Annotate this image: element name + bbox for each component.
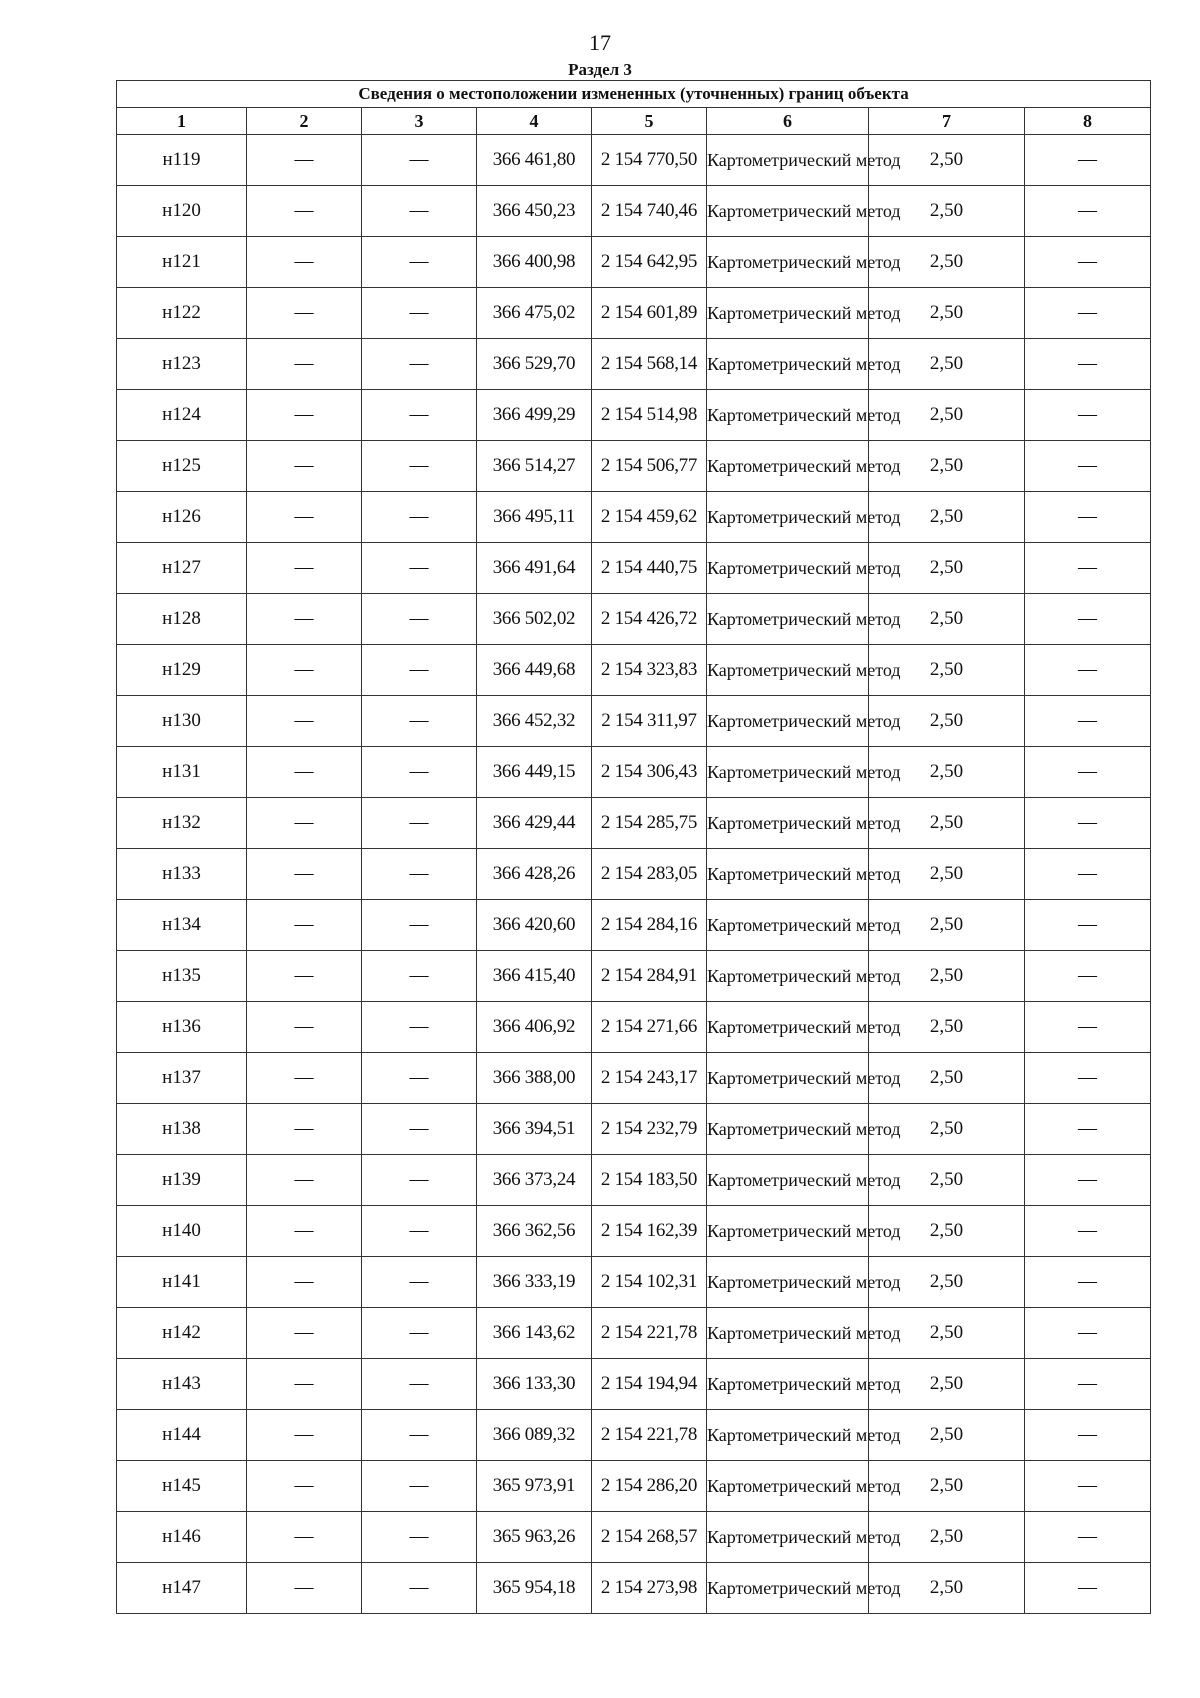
cell-accuracy: 2,50 xyxy=(869,1002,1025,1053)
cell-col-2: — xyxy=(247,339,362,390)
cell-col-2: — xyxy=(247,594,362,645)
cell-accuracy: 2,50 xyxy=(869,288,1025,339)
cell-col-8: — xyxy=(1025,1461,1151,1512)
cell-method: Картометрический метод xyxy=(707,900,869,951)
cell-col-3: — xyxy=(362,1359,477,1410)
boundary-coordinates-table xyxy=(116,80,1151,1614)
cell-coord-y: 2 154 268,57 xyxy=(592,1512,707,1563)
section-title: Раздел 3 xyxy=(568,60,632,79)
cell-coord-x: 366 461,80 xyxy=(477,135,592,186)
cell-col-2: — xyxy=(247,492,362,543)
table-row xyxy=(117,1410,1151,1461)
cell-col-2: — xyxy=(247,645,362,696)
cell-coord-x: 365 954,18 xyxy=(477,1563,592,1614)
cell-col-3: — xyxy=(362,747,477,798)
cell-method: Картометрический метод xyxy=(707,1104,869,1155)
cell-method: Картометрический метод xyxy=(707,798,869,849)
table-row xyxy=(117,1053,1151,1104)
cell-col-3: — xyxy=(362,1308,477,1359)
cell-col-8: — xyxy=(1025,696,1151,747)
column-header-1: 1 xyxy=(117,108,247,135)
cell-coord-y: 2 154 232,79 xyxy=(592,1104,707,1155)
cell-col-3: — xyxy=(362,1104,477,1155)
table-row xyxy=(117,798,1151,849)
table-row xyxy=(117,1461,1151,1512)
cell-point-id: н144 xyxy=(117,1410,247,1461)
cell-method: Картометрический метод xyxy=(707,339,869,390)
cell-col-8: — xyxy=(1025,1512,1151,1563)
cell-col-2: — xyxy=(247,1512,362,1563)
cell-col-8: — xyxy=(1025,492,1151,543)
cell-col-8: — xyxy=(1025,849,1151,900)
cell-coord-y: 2 154 306,43 xyxy=(592,747,707,798)
cell-point-id: н136 xyxy=(117,1002,247,1053)
cell-accuracy: 2,50 xyxy=(869,1206,1025,1257)
cell-method: Картометрический метод xyxy=(707,390,869,441)
cell-col-8: — xyxy=(1025,339,1151,390)
cell-col-3: — xyxy=(362,390,477,441)
cell-col-3: — xyxy=(362,1563,477,1614)
cell-method: Картометрический метод xyxy=(707,1002,869,1053)
cell-point-id: н121 xyxy=(117,237,247,288)
cell-col-3: — xyxy=(362,186,477,237)
table-row xyxy=(117,696,1151,747)
cell-method: Картометрический метод xyxy=(707,1308,869,1359)
cell-col-8: — xyxy=(1025,1308,1151,1359)
cell-coord-y: 2 154 459,62 xyxy=(592,492,707,543)
cell-col-8: — xyxy=(1025,1257,1151,1308)
cell-col-8: — xyxy=(1025,1359,1151,1410)
table-row xyxy=(117,1206,1151,1257)
cell-point-id: н120 xyxy=(117,186,247,237)
cell-method: Картометрический метод xyxy=(707,492,869,543)
cell-col-2: — xyxy=(247,186,362,237)
cell-accuracy: 2,50 xyxy=(869,645,1025,696)
cell-method: Картометрический метод xyxy=(707,849,869,900)
cell-col-8: — xyxy=(1025,798,1151,849)
cell-point-id: н128 xyxy=(117,594,247,645)
cell-coord-x: 366 449,68 xyxy=(477,645,592,696)
cell-col-3: — xyxy=(362,1461,477,1512)
table-row xyxy=(117,543,1151,594)
cell-coord-y: 2 154 642,95 xyxy=(592,237,707,288)
cell-coord-y: 2 154 102,31 xyxy=(592,1257,707,1308)
table-row xyxy=(117,492,1151,543)
cell-point-id: н147 xyxy=(117,1563,247,1614)
cell-col-3: — xyxy=(362,339,477,390)
table-row xyxy=(117,1104,1151,1155)
cell-point-id: н126 xyxy=(117,492,247,543)
table-row xyxy=(117,747,1151,798)
cell-col-2: — xyxy=(247,1155,362,1206)
cell-coord-x: 366 400,98 xyxy=(477,237,592,288)
table-row xyxy=(117,594,1151,645)
cell-coord-x: 365 963,26 xyxy=(477,1512,592,1563)
cell-col-2: — xyxy=(247,1308,362,1359)
cell-point-id: н124 xyxy=(117,390,247,441)
cell-method: Картометрический метод xyxy=(707,1461,869,1512)
cell-coord-y: 2 154 221,78 xyxy=(592,1308,707,1359)
cell-col-3: — xyxy=(362,288,477,339)
cell-point-id: н130 xyxy=(117,696,247,747)
cell-coord-y: 2 154 601,89 xyxy=(592,288,707,339)
cell-col-3: — xyxy=(362,1053,477,1104)
cell-point-id: н142 xyxy=(117,1308,247,1359)
cell-method: Картометрический метод xyxy=(707,1155,869,1206)
cell-point-id: н135 xyxy=(117,951,247,1002)
cell-coord-x: 366 499,29 xyxy=(477,390,592,441)
cell-col-2: — xyxy=(247,441,362,492)
column-header-2: 2 xyxy=(247,108,362,135)
cell-coord-x: 366 502,02 xyxy=(477,594,592,645)
cell-coord-y: 2 154 568,14 xyxy=(592,339,707,390)
cell-point-id: н133 xyxy=(117,849,247,900)
cell-method: Картометрический метод xyxy=(707,1563,869,1614)
cell-point-id: н145 xyxy=(117,1461,247,1512)
cell-coord-x: 366 415,40 xyxy=(477,951,592,1002)
cell-col-2: — xyxy=(247,1563,362,1614)
cell-accuracy: 2,50 xyxy=(869,798,1025,849)
cell-accuracy: 2,50 xyxy=(869,1512,1025,1563)
cell-coord-y: 2 154 740,46 xyxy=(592,186,707,237)
cell-coord-y: 2 154 311,97 xyxy=(592,696,707,747)
cell-accuracy: 2,50 xyxy=(869,951,1025,1002)
cell-col-8: — xyxy=(1025,747,1151,798)
cell-col-8: — xyxy=(1025,594,1151,645)
cell-col-2: — xyxy=(247,1461,362,1512)
cell-col-2: — xyxy=(247,288,362,339)
cell-col-8: — xyxy=(1025,1053,1151,1104)
cell-coord-x: 366 529,70 xyxy=(477,339,592,390)
cell-col-3: — xyxy=(362,1410,477,1461)
cell-coord-y: 2 154 183,50 xyxy=(592,1155,707,1206)
cell-coord-x: 365 973,91 xyxy=(477,1461,592,1512)
cell-col-8: — xyxy=(1025,1002,1151,1053)
cell-coord-x: 366 388,00 xyxy=(477,1053,592,1104)
cell-coord-y: 2 154 514,98 xyxy=(592,390,707,441)
cell-col-3: — xyxy=(362,696,477,747)
cell-col-3: — xyxy=(362,1512,477,1563)
table-row xyxy=(117,1359,1151,1410)
cell-point-id: н119 xyxy=(117,135,247,186)
cell-accuracy: 2,50 xyxy=(869,849,1025,900)
cell-accuracy: 2,50 xyxy=(869,1257,1025,1308)
cell-accuracy: 2,50 xyxy=(869,543,1025,594)
cell-col-3: — xyxy=(362,1155,477,1206)
cell-coord-x: 366 449,15 xyxy=(477,747,592,798)
cell-coord-y: 2 154 770,50 xyxy=(592,135,707,186)
cell-accuracy: 2,50 xyxy=(869,186,1025,237)
cell-coord-y: 2 154 284,16 xyxy=(592,900,707,951)
cell-col-2: — xyxy=(247,543,362,594)
table-row xyxy=(117,900,1151,951)
cell-col-3: — xyxy=(362,645,477,696)
cell-col-2: — xyxy=(247,696,362,747)
cell-coord-x: 366 143,62 xyxy=(477,1308,592,1359)
cell-coord-y: 2 154 286,20 xyxy=(592,1461,707,1512)
cell-col-8: — xyxy=(1025,543,1151,594)
cell-coord-x: 366 333,19 xyxy=(477,1257,592,1308)
cell-method: Картометрический метод xyxy=(707,1359,869,1410)
cell-point-id: н143 xyxy=(117,1359,247,1410)
page-number: 17 xyxy=(589,30,611,55)
cell-col-3: — xyxy=(362,798,477,849)
table-row xyxy=(117,186,1151,237)
cell-coord-x: 366 362,56 xyxy=(477,1206,592,1257)
table-row xyxy=(117,339,1151,390)
table-row xyxy=(117,390,1151,441)
cell-point-id: н137 xyxy=(117,1053,247,1104)
cell-method: Картометрический метод xyxy=(707,1053,869,1104)
cell-col-8: — xyxy=(1025,1104,1151,1155)
cell-col-8: — xyxy=(1025,1410,1151,1461)
table-row xyxy=(117,1563,1151,1614)
column-header-3: 3 xyxy=(362,108,477,135)
cell-col-3: — xyxy=(362,951,477,1002)
cell-col-8: — xyxy=(1025,1155,1151,1206)
cell-coord-y: 2 154 271,66 xyxy=(592,1002,707,1053)
cell-point-id: н125 xyxy=(117,441,247,492)
cell-col-8: — xyxy=(1025,390,1151,441)
cell-col-8: — xyxy=(1025,288,1151,339)
cell-col-2: — xyxy=(247,390,362,441)
cell-point-id: н139 xyxy=(117,1155,247,1206)
table-row xyxy=(117,1257,1151,1308)
column-header-4: 4 xyxy=(477,108,592,135)
cell-coord-x: 366 452,32 xyxy=(477,696,592,747)
table-row xyxy=(117,1002,1151,1053)
cell-method: Картометрический метод xyxy=(707,645,869,696)
cell-col-3: — xyxy=(362,1206,477,1257)
cell-coord-x: 366 475,02 xyxy=(477,288,592,339)
table-row xyxy=(117,135,1151,186)
cell-col-8: — xyxy=(1025,951,1151,1002)
cell-point-id: н134 xyxy=(117,900,247,951)
cell-col-2: — xyxy=(247,1257,362,1308)
table-caption: Сведения о местоположении измененных (уточненных) границ объекта xyxy=(117,81,1151,108)
table-row xyxy=(117,237,1151,288)
cell-method: Картометрический метод xyxy=(707,1257,869,1308)
cell-accuracy: 2,50 xyxy=(869,135,1025,186)
cell-accuracy: 2,50 xyxy=(869,594,1025,645)
cell-col-2: — xyxy=(247,237,362,288)
cell-coord-x: 366 495,11 xyxy=(477,492,592,543)
cell-col-8: — xyxy=(1025,237,1151,288)
cell-accuracy: 2,50 xyxy=(869,1410,1025,1461)
cell-coord-y: 2 154 506,77 xyxy=(592,441,707,492)
cell-accuracy: 2,50 xyxy=(869,390,1025,441)
cell-coord-y: 2 154 440,75 xyxy=(592,543,707,594)
cell-col-3: — xyxy=(362,594,477,645)
cell-col-3: — xyxy=(362,1257,477,1308)
cell-accuracy: 2,50 xyxy=(869,1563,1025,1614)
cell-col-8: — xyxy=(1025,1206,1151,1257)
cell-coord-y: 2 154 221,78 xyxy=(592,1410,707,1461)
cell-coord-x: 366 429,44 xyxy=(477,798,592,849)
cell-accuracy: 2,50 xyxy=(869,747,1025,798)
cell-method: Картометрический метод xyxy=(707,696,869,747)
cell-accuracy: 2,50 xyxy=(869,1359,1025,1410)
column-number-row xyxy=(117,108,1151,135)
cell-coord-x: 366 420,60 xyxy=(477,900,592,951)
cell-method: Картометрический метод xyxy=(707,288,869,339)
cell-accuracy: 2,50 xyxy=(869,1053,1025,1104)
cell-accuracy: 2,50 xyxy=(869,696,1025,747)
cell-coord-x: 366 450,23 xyxy=(477,186,592,237)
cell-col-2: — xyxy=(247,1206,362,1257)
cell-accuracy: 2,50 xyxy=(869,1104,1025,1155)
cell-method: Картометрический метод xyxy=(707,186,869,237)
cell-accuracy: 2,50 xyxy=(869,900,1025,951)
table-row xyxy=(117,951,1151,1002)
cell-accuracy: 2,50 xyxy=(869,1461,1025,1512)
cell-col-2: — xyxy=(247,135,362,186)
cell-col-2: — xyxy=(247,798,362,849)
cell-method: Картометрический метод xyxy=(707,441,869,492)
cell-coord-x: 366 133,30 xyxy=(477,1359,592,1410)
table-row xyxy=(117,1308,1151,1359)
cell-col-3: — xyxy=(362,492,477,543)
cell-col-2: — xyxy=(247,1002,362,1053)
cell-coord-y: 2 154 243,17 xyxy=(592,1053,707,1104)
cell-method: Картометрический метод xyxy=(707,951,869,1002)
cell-col-8: — xyxy=(1025,186,1151,237)
cell-point-id: н146 xyxy=(117,1512,247,1563)
table-row xyxy=(117,288,1151,339)
table-caption-row xyxy=(117,81,1151,108)
cell-accuracy: 2,50 xyxy=(869,441,1025,492)
cell-point-id: н131 xyxy=(117,747,247,798)
table-row xyxy=(117,1512,1151,1563)
cell-coord-x: 366 428,26 xyxy=(477,849,592,900)
cell-point-id: н132 xyxy=(117,798,247,849)
column-header-7: 7 xyxy=(869,108,1025,135)
cell-coord-y: 2 154 284,91 xyxy=(592,951,707,1002)
cell-method: Картометрический метод xyxy=(707,543,869,594)
cell-col-2: — xyxy=(247,1359,362,1410)
cell-coord-x: 366 406,92 xyxy=(477,1002,592,1053)
cell-accuracy: 2,50 xyxy=(869,1155,1025,1206)
cell-method: Картометрический метод xyxy=(707,135,869,186)
cell-coord-y: 2 154 285,75 xyxy=(592,798,707,849)
cell-method: Картометрический метод xyxy=(707,1512,869,1563)
cell-coord-y: 2 154 273,98 xyxy=(592,1563,707,1614)
cell-col-3: — xyxy=(362,543,477,594)
table-row xyxy=(117,645,1151,696)
cell-point-id: н127 xyxy=(117,543,247,594)
column-header-6: 6 xyxy=(707,108,869,135)
column-header-8: 8 xyxy=(1025,108,1151,135)
table-row xyxy=(117,441,1151,492)
cell-col-2: — xyxy=(247,1053,362,1104)
cell-col-3: — xyxy=(362,237,477,288)
cell-method: Картометрический метод xyxy=(707,237,869,288)
cell-accuracy: 2,50 xyxy=(869,237,1025,288)
cell-col-8: — xyxy=(1025,441,1151,492)
cell-method: Картометрический метод xyxy=(707,747,869,798)
cell-col-8: — xyxy=(1025,135,1151,186)
cell-method: Картометрический метод xyxy=(707,594,869,645)
table-row xyxy=(117,849,1151,900)
table-body xyxy=(117,135,1151,1614)
cell-col-8: — xyxy=(1025,900,1151,951)
cell-coord-x: 366 373,24 xyxy=(477,1155,592,1206)
table-row xyxy=(117,1155,1151,1206)
cell-coord-y: 2 154 323,83 xyxy=(592,645,707,696)
cell-method: Картометрический метод xyxy=(707,1410,869,1461)
cell-accuracy: 2,50 xyxy=(869,1308,1025,1359)
cell-point-id: н129 xyxy=(117,645,247,696)
cell-col-3: — xyxy=(362,135,477,186)
cell-coord-x: 366 491,64 xyxy=(477,543,592,594)
cell-point-id: н138 xyxy=(117,1104,247,1155)
cell-coord-y: 2 154 283,05 xyxy=(592,849,707,900)
cell-point-id: н140 xyxy=(117,1206,247,1257)
cell-col-3: — xyxy=(362,849,477,900)
cell-col-2: — xyxy=(247,951,362,1002)
cell-col-3: — xyxy=(362,900,477,951)
cell-col-8: — xyxy=(1025,1563,1151,1614)
cell-coord-y: 2 154 162,39 xyxy=(592,1206,707,1257)
cell-col-3: — xyxy=(362,441,477,492)
cell-accuracy: 2,50 xyxy=(869,492,1025,543)
cell-coord-x: 366 514,27 xyxy=(477,441,592,492)
column-header-5: 5 xyxy=(592,108,707,135)
cell-col-2: — xyxy=(247,1104,362,1155)
cell-col-2: — xyxy=(247,1410,362,1461)
cell-point-id: н123 xyxy=(117,339,247,390)
cell-col-2: — xyxy=(247,849,362,900)
cell-coord-x: 366 089,32 xyxy=(477,1410,592,1461)
cell-col-2: — xyxy=(247,747,362,798)
cell-point-id: н122 xyxy=(117,288,247,339)
cell-coord-x: 366 394,51 xyxy=(477,1104,592,1155)
cell-point-id: н141 xyxy=(117,1257,247,1308)
cell-col-2: — xyxy=(247,900,362,951)
cell-accuracy: 2,50 xyxy=(869,339,1025,390)
cell-col-8: — xyxy=(1025,645,1151,696)
cell-coord-y: 2 154 426,72 xyxy=(592,594,707,645)
cell-method: Картометрический метод xyxy=(707,1206,869,1257)
cell-col-3: — xyxy=(362,1002,477,1053)
cell-coord-y: 2 154 194,94 xyxy=(592,1359,707,1410)
